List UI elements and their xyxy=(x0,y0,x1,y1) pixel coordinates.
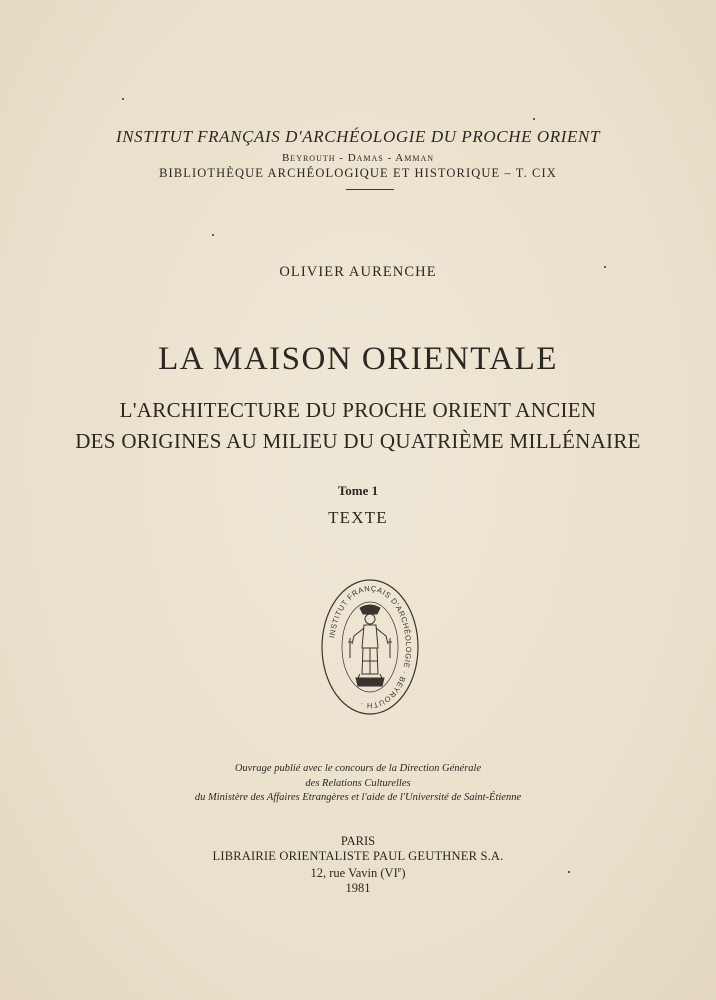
book-subtitle-line2: DES ORIGINES AU MILIEU DU QUATRIÈME MILLÉNAIRE xyxy=(75,429,641,453)
publisher-name: LIBRAIRIE ORIENTALISTE PAUL GEUTHNER S.A. xyxy=(212,849,504,863)
address-superscript: e xyxy=(397,865,402,874)
series-name: BIBLIOTHÈQUE ARCHÉOLOGIQUE ET HISTORIQUE – T. CIX xyxy=(159,166,557,180)
svg-text:INSTITUT FRANÇAIS D'ARCHÉOLOGI: INSTITUT FRANÇAIS D'ARCHÉOLOGIE · BEYROUTH · xyxy=(327,583,414,711)
publication-year: 1981 xyxy=(345,881,371,895)
address-prefix: 12, rue Vavin (VI xyxy=(310,866,398,881)
paper-speck xyxy=(533,118,535,120)
publisher-city: PARIS xyxy=(340,834,376,848)
volume-part: TEXTE xyxy=(328,508,388,527)
credit-line-2: des Relations Culturelles xyxy=(305,778,411,789)
author-name: OLIVIER AURENCHE xyxy=(279,264,437,280)
address-suffix: ) xyxy=(401,866,406,881)
header-divider xyxy=(346,189,394,190)
book-subtitle-line1: L'ARCHITECTURE DU PROCHE ORIENT ANCIEN xyxy=(119,398,597,422)
paper-speck xyxy=(212,234,214,236)
institute-seal-icon xyxy=(320,578,420,716)
institute-name: INSTITUT FRANÇAIS D'ARCHÉOLOGIE DU PROCHE ORIENT xyxy=(115,127,601,146)
paper-speck xyxy=(568,871,570,873)
credit-line-1: Ouvrage publié avec le concours de la Direction Générale xyxy=(234,763,482,774)
publisher-address xyxy=(0,865,716,881)
book-title: LA MAISON ORIENTALE xyxy=(158,341,558,377)
institute-cities: Beyrouth - Damas - Amman xyxy=(281,152,435,164)
paper-speck xyxy=(604,266,606,268)
volume-number: Tome 1 xyxy=(337,483,379,498)
credit-line-3: du Ministère des Affaires Etrangères et l'aide de l'Université de Saint-Étienne xyxy=(194,792,522,803)
paper-speck xyxy=(122,98,124,100)
